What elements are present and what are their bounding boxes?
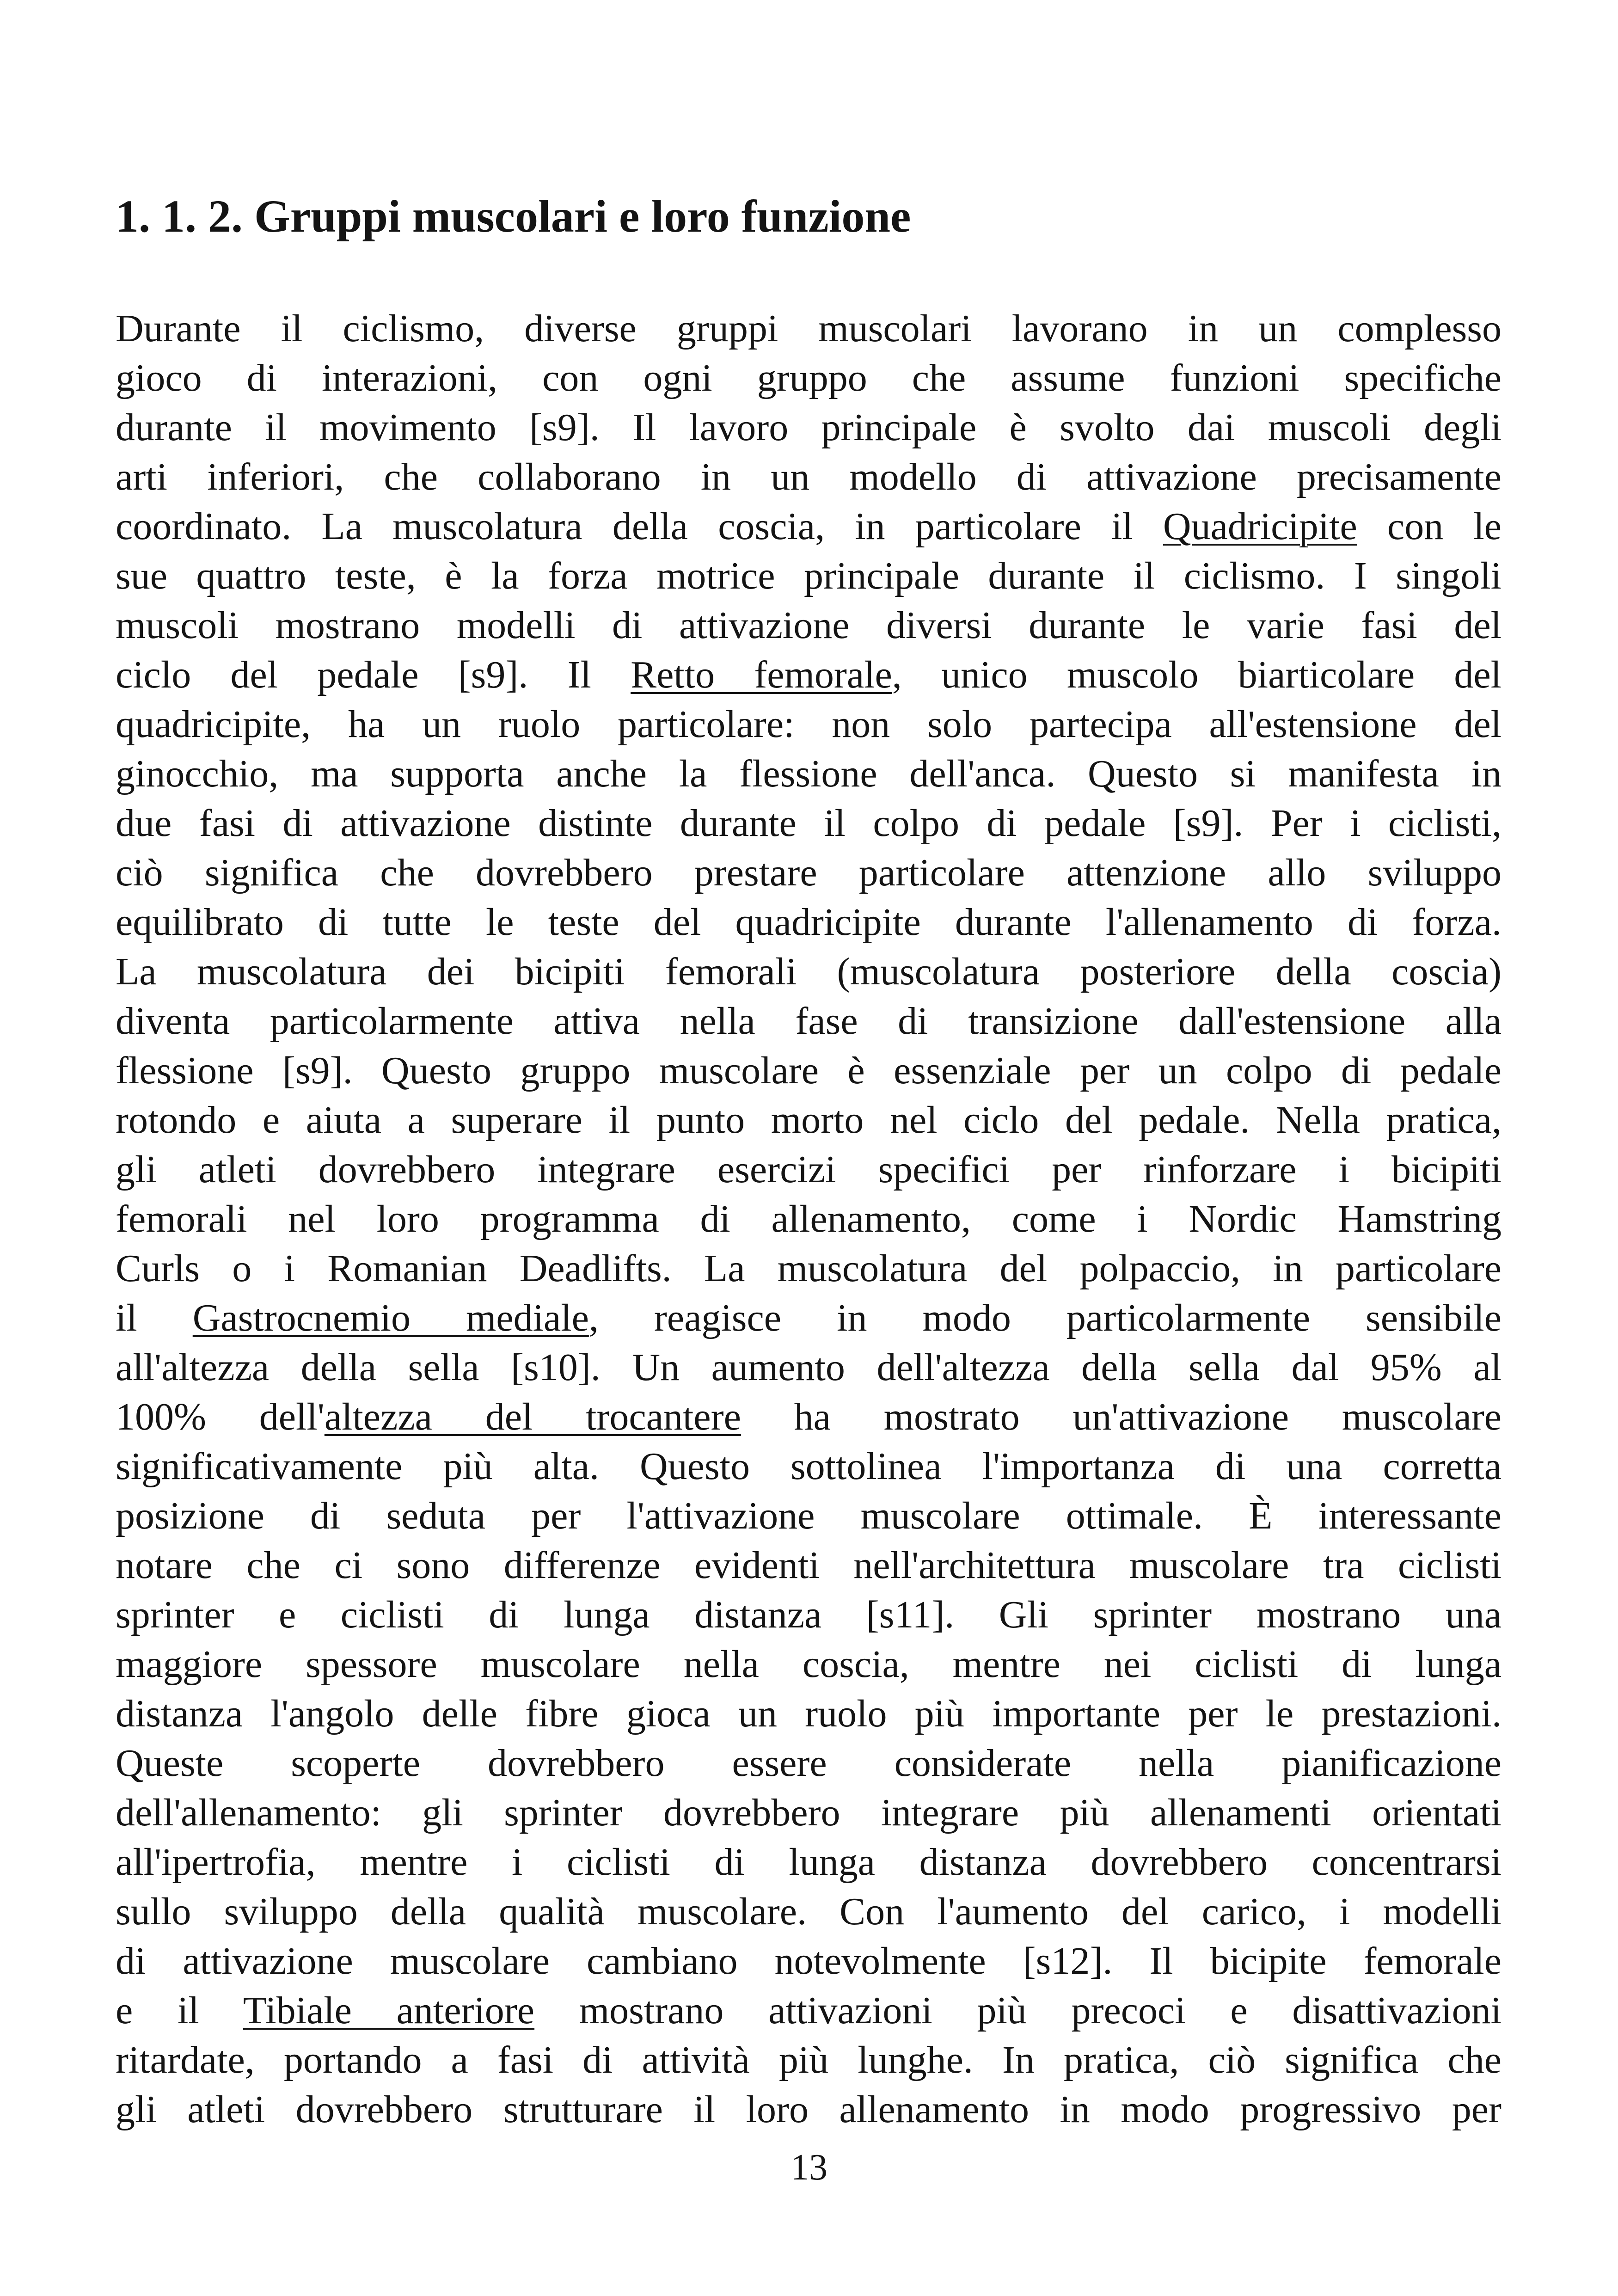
text-line [116,1541,1502,1590]
underlined-term: Quadricipite [1163,505,1357,548]
text-segment: distanza l'angolo delle fibre gioca un ruolo più importante per le prestazioni. [116,1692,1502,1735]
text-segment: due fasi di attivazione distinte durante il colpo di pedale [s9]. Per i ciclisti, [116,802,1502,845]
text-segment: notare che ci sono differenze evidenti nell'architettura muscolare tra ciclisti [116,1544,1502,1587]
text-line [116,1491,1502,1541]
text-line [116,798,1502,848]
text-segment: ginocchio, ma supporta anche la flessione dell'anca. Questo si manifesta in [116,752,1502,795]
text-line [116,551,1502,601]
text-segment: 100% dell' [116,1395,325,1438]
text-segment: durante il movimento [s9]. Il lavoro principale è svolto dai muscoli degli [116,406,1502,449]
text-segment: il [116,1296,193,1339]
text-line [116,304,1502,353]
text-line [116,502,1502,551]
text-line [116,1788,1502,1837]
text-line [116,1986,1502,2035]
text-segment: La muscolatura dei bicipiti femorali (muscolatura posteriore della coscia) [116,950,1502,993]
text-segment: significativamente più alta. Questo sottolinea l'importanza di una corretta [116,1445,1502,1488]
text-line [116,1392,1502,1442]
text-segment: , unico muscolo biarticolare del [892,653,1502,696]
text-line [116,1194,1502,1244]
text-segment: sprinter e ciclisti di lunga distanza [s11]. Gli sprinter mostrano una [116,1593,1502,1636]
text-segment: Durante il ciclismo, diverse gruppi muscolari lavorano in un complesso [116,307,1502,350]
text-segment: gli atleti dovrebbero strutturare il loro allenamento in modo progressivo per [116,2088,1502,2131]
text-segment: equilibrato di tutte le teste del quadricipite durante l'allenamento di forza. [116,901,1502,944]
text-segment: femorali nel loro programma di allenamento, come i Nordic Hamstring [116,1197,1502,1240]
text-segment: sullo sviluppo della qualità muscolare. Con l'aumento del carico, i modelli [116,1890,1502,1933]
text-line [116,1046,1502,1095]
text-segment: mostrano attivazioni più precoci e disattivazioni [534,1989,1502,2032]
text-segment: flessione [s9]. Questo gruppo muscolare è essenziale per un colpo di pedale [116,1049,1502,1092]
text-segment: gioco di interazioni, con ogni gruppo che assume funzioni specifiche [116,356,1502,399]
text-line [116,996,1502,1046]
text-segment: diventa particolarmente attiva nella fase di transizione dall'estensione alla [116,1000,1502,1043]
text-segment: sue quattro teste, è la forza motrice principale durante il ciclismo. I singoli [116,554,1502,597]
text-line [116,1639,1502,1689]
underlined-term: Retto femorale [631,653,892,696]
text-line [116,1293,1502,1343]
underlined-term: Gastrocnemio mediale [192,1296,589,1339]
text-segment: e il [116,1989,243,2032]
text-segment: ciò significa che dovrebbero prestare particolare attenzione allo sviluppo [116,851,1502,894]
text-segment: maggiore spessore muscolare nella coscia, mentre nei ciclisti di lunga [116,1643,1502,1686]
text-line [116,1936,1502,1986]
text-segment: con le [1357,505,1502,548]
text-line [116,1442,1502,1491]
body-paragraph [116,304,1502,2134]
text-segment: dell'allenamento: gli sprinter dovrebbero integrare più allenamenti orientati [116,1791,1502,1834]
text-segment: ritardate, portando a fasi di attività più lunghe. In pratica, ciò significa che [116,2038,1502,2081]
underlined-term: Tibiale anteriore [243,1989,535,2032]
text-line [116,403,1502,452]
text-line [116,1145,1502,1194]
text-segment: quadricipite, ha un ruolo particolare: non solo partecipa all'estensione del [116,703,1502,746]
text-line [116,1343,1502,1392]
text-line [116,601,1502,650]
text-segment: Queste scoperte dovrebbero essere considerate nella pianificazione [116,1742,1502,1785]
text-segment: coordinato. La muscolatura della coscia, in particolare il [116,505,1163,548]
text-line [116,1095,1502,1145]
text-line [116,1887,1502,1936]
text-line [116,947,1502,996]
text-line [116,1590,1502,1639]
text-segment: arti inferiori, che collaborano in un modello di attivazione precisamente [116,455,1502,498]
text-line [116,353,1502,403]
text-segment: rotondo e aiuta a superare il punto morto nel ciclo del pedale. Nella pratica, [116,1099,1502,1142]
text-line [116,749,1502,798]
text-segment: gli atleti dovrebbero integrare esercizi specifici per rinforzare i bicipiti [116,1148,1502,1191]
text-line [116,650,1502,700]
section-heading: 1. 1. 2. Gruppi muscolari e loro funzione [116,190,911,242]
text-line [116,1738,1502,1788]
text-line [116,897,1502,947]
text-line [116,700,1502,749]
text-segment: all'altezza della sella [s10]. Un aumento dell'altezza della sella dal 95% al [116,1346,1502,1389]
text-line [116,2035,1502,2085]
text-segment: ciclo del pedale [s9]. Il [116,653,631,696]
text-segment: posizione di seduta per l'attivazione muscolare ottimale. È interessante [116,1494,1502,1537]
text-line [116,1689,1502,1738]
text-segment: all'ipertrofia, mentre i ciclisti di lunga distanza dovrebbero concentrarsi [116,1841,1502,1884]
text-segment: , reagisce in modo particolarmente sensibile [588,1296,1502,1339]
text-line [116,2085,1502,2134]
text-segment: ha mostrato un'attivazione muscolare [741,1395,1502,1438]
underlined-term: altezza del trocantere [324,1395,741,1438]
text-segment: muscoli mostrano modelli di attivazione diversi durante le varie fasi del [116,604,1502,647]
page-number: 13 [791,2147,827,2188]
text-line [116,1244,1502,1293]
text-segment: di attivazione muscolare cambiano notevolmente [s12]. Il bicipite femorale [116,1940,1502,1983]
text-line [116,848,1502,897]
text-segment: Curls o i Romanian Deadlifts. La muscolatura del polpaccio, in particolare [116,1247,1502,1290]
text-line [116,1837,1502,1887]
text-line [116,452,1502,502]
